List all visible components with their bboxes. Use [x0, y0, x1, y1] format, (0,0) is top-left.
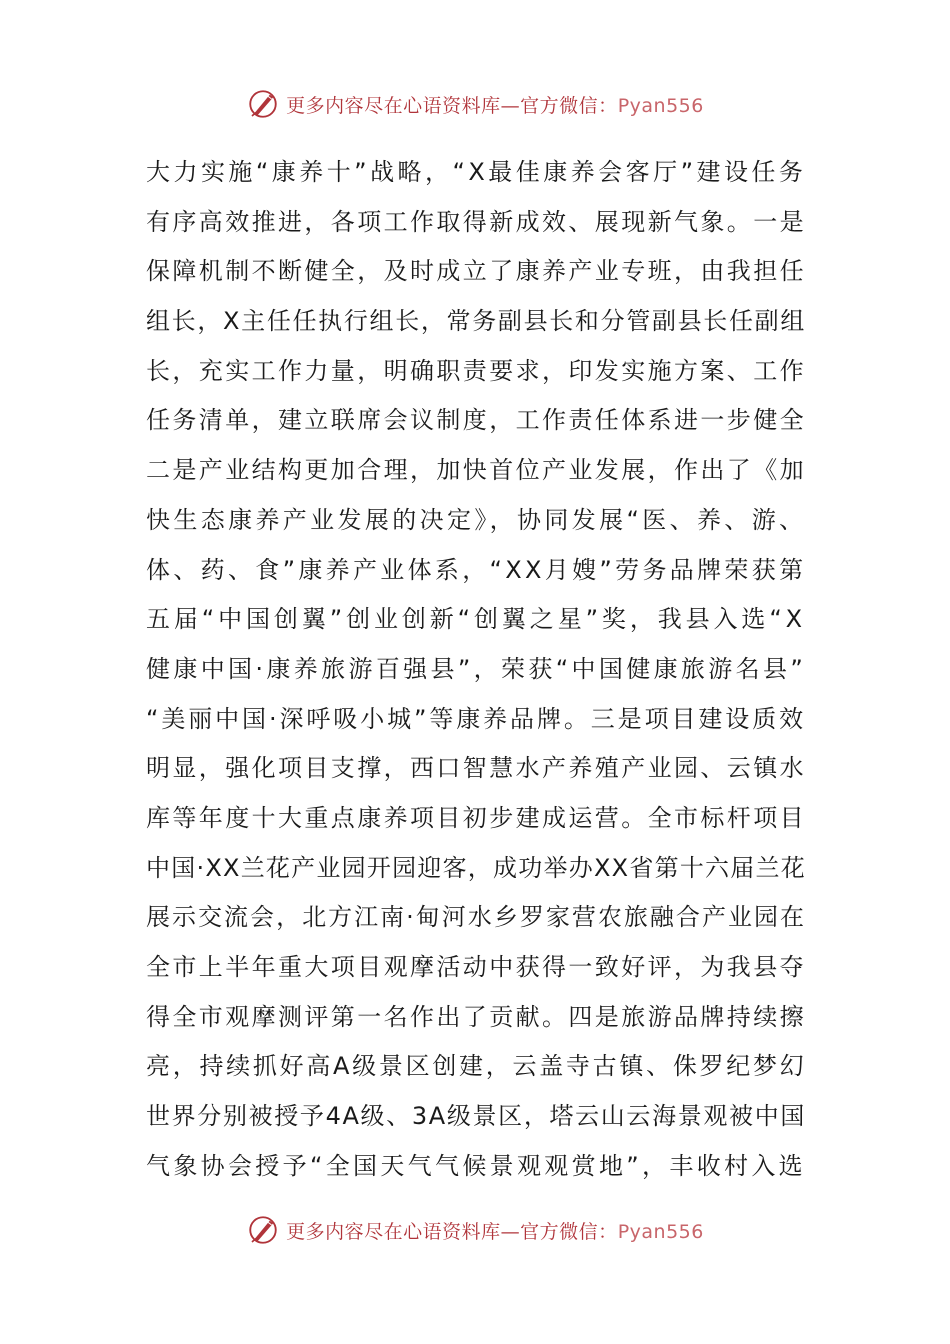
body-line: 任务清单，建立联席会议制度，工作责任体系进一步健全	[146, 406, 806, 435]
body-line: 明显，强化项目支撑，西口智慧水产养殖产业园、云镇水	[146, 754, 806, 783]
header-banner-title: 更多内容尽在心语资料库	[286, 94, 501, 117]
document-body	[146, 148, 806, 1191]
body-line: 中国·XX兰花产业园开园迎客，成功举办XX省第十六届兰花	[146, 853, 806, 882]
footer-banner-wechat-id: Pyan556	[617, 1220, 704, 1243]
body-line: 长，充实工作力量，明确职责要求，印发实施方案、工作	[146, 356, 806, 385]
body-line: 气象协会授予“全国天气气候景观观赏地”，丰收村入选	[146, 1151, 806, 1180]
body-line: 全市上半年重大项目观摩活动中获得一致好评，为我县夺	[146, 953, 806, 981]
pen-logo-icon	[246, 1213, 280, 1247]
body-line: 大力实施“康养十”战略，“X最佳康养会客厅”建设任务	[146, 158, 807, 186]
header-banner-wechat-id: Pyan556	[617, 94, 704, 117]
footer-banner-separator: —	[500, 1220, 521, 1243]
body-line: 有序高效推进，各项工作取得新成效、展现新气象。一是	[146, 207, 806, 236]
footer-banner-title: 更多内容尽在心语资料库	[286, 1220, 501, 1243]
body-line: 快生态康养产业发展的决定》，协同发展“医、养、游、	[146, 505, 807, 534]
footer-banner-text	[286, 1217, 704, 1244]
body-line: 得全市观摩测评第一名作出了贡献。四是旅游品牌持续擦	[146, 1002, 806, 1031]
footer-watermark-banner	[0, 1210, 950, 1250]
body-line: 健康中国·康养旅游百强县”，荣获“中国健康旅游名县”	[146, 654, 807, 683]
header-watermark-banner	[0, 84, 950, 124]
body-line: “美丽中国·深呼吸小城”等康养品牌。三是项目建设质效	[146, 704, 806, 733]
body-line: 体、药、食”康养产业体系，“XX月嫂”劳务品牌荣获第	[146, 555, 807, 584]
body-line: 二是产业结构更加合理，加快首位产业发展，作出了《加	[146, 456, 806, 485]
body-line: 组长，X主任任执行组长，常务副县长和分管副县长任副组	[146, 307, 806, 336]
header-banner-separator: —	[500, 94, 521, 117]
header-banner-wechat-label: 官方微信：	[520, 94, 618, 117]
footer-banner-wechat-label: 官方微信：	[520, 1220, 618, 1243]
body-line: 展示交流会，北方江南·甸河水乡罗家营农旅融合产业园在	[146, 903, 806, 932]
header-banner-text	[286, 91, 704, 118]
body-line: 库等年度十大重点康养项目初步建成运营。全市标杆项目	[146, 803, 806, 832]
body-line: 亮，持续抓好高A级景区创建，云盖寺古镇、侏罗纪梦幻	[146, 1052, 807, 1081]
pen-logo-icon	[246, 87, 280, 121]
body-line: 五届“中国创翼”创业创新“创翼之星”奖，我县入选“X	[146, 605, 806, 634]
body-line: 保障机制不断健全，及时成立了康养产业专班，由我担任	[146, 257, 806, 286]
body-line: 世界分别被授予4A级、3A级景区，塔云山云海景观被中国	[146, 1102, 806, 1131]
